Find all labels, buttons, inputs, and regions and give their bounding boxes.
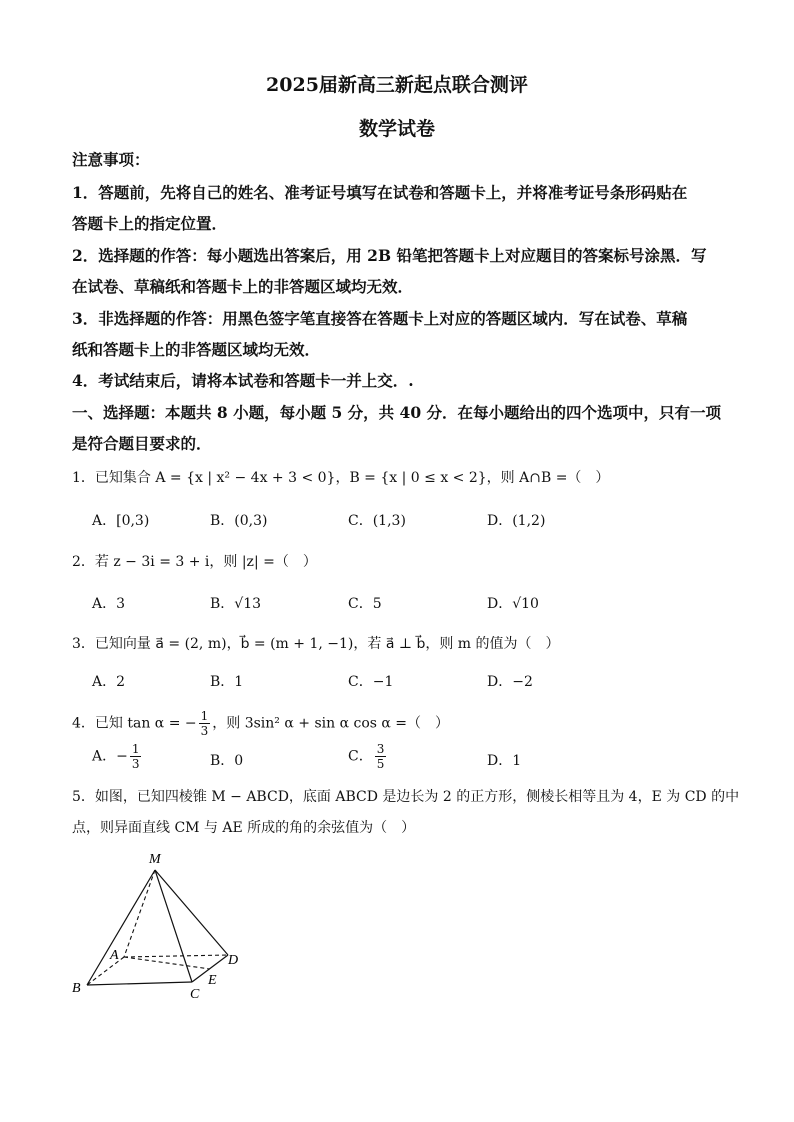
question-3-option-a: A．2 (92, 674, 126, 690)
question-1-option-b: B．(0,3) (210, 513, 268, 529)
question-3-option-b: B．1 (210, 674, 244, 690)
fraction-numerator: 3 (376, 742, 385, 756)
question-1-option-a: A．[0,3) (92, 513, 150, 529)
label-c: C (190, 987, 200, 1002)
question-2-option-b: B．√13 (210, 596, 262, 612)
notice-line: 答题卡上的指定位置． (72, 214, 228, 233)
edge-md (155, 870, 228, 955)
edge-bc (87, 982, 192, 985)
label-e: E (208, 973, 217, 988)
edge-mb (87, 870, 155, 985)
question-4-option-b: B．0 (210, 753, 244, 769)
question-4-option-c (348, 742, 386, 771)
label-m: M (149, 852, 161, 867)
exam-subtitle: 数学试卷 (358, 118, 435, 140)
question-3-stem: 3．已知向量 a⃗ = (2, m)，b⃗ = (m + 1, −1)，若 a⃗ ⊥ b⃗，则 m 的值为（ ） (72, 636, 560, 652)
section-heading: 一、选择题：本题共 8 小题，每小题 5 分，共 40 分．在每小题给出的四个选项中，只有一项 (72, 403, 722, 422)
question-2-option-c: C．5 (348, 596, 382, 612)
option-a-fraction (130, 742, 142, 771)
question-4-stem-post: ，则 3sin² α + sin α cos α =（ ） (212, 715, 450, 732)
option-prefix: C． (348, 748, 373, 765)
question-5-stem-line2: 点，则异面直线 CM 与 AE 所成的角的余弦值为（ ） (72, 820, 416, 836)
question-2-stem: 2．若 z − 3i = 3 + i，则 |z| =（ ） (72, 554, 317, 570)
section-heading-cont: 是符合题目要求的． (72, 434, 212, 453)
notice-line: 3．非选择题的作答：用黑色签字笔直接答在答题卡上对应的答题区域内．写在试卷、草稿 (72, 309, 688, 328)
fraction-denominator: 3 (131, 757, 140, 771)
question-4-option-d: D．1 (487, 753, 522, 769)
fraction-denominator: 5 (376, 757, 385, 771)
label-b: B (72, 981, 81, 996)
exam-title: 2025届新高三新起点联合测评 (266, 74, 528, 96)
question-4-option-a (92, 742, 141, 771)
question-4-fraction (199, 709, 211, 738)
notice-line: 1．答题前，先将自己的姓名、准考证号填写在试卷和答题卡上，并将准考证号条形码贴在 (72, 183, 688, 202)
option-c-fraction (375, 742, 387, 771)
label-a: A (110, 948, 119, 963)
notice-heading: 注意事项： (72, 150, 150, 169)
question-5-stem-line1: 5．如图，已知四棱锥 M − ABCD，底面 ABCD 是边长为 2 的正方形，侧棱长相等且为 4，E 为 CD 的中 (72, 789, 740, 805)
question-4-stem-pre: 4．已知 tan α = − (72, 715, 197, 732)
notice-line: 纸和答题卡上的非答题区域均无效． (72, 340, 321, 359)
question-2-option-d: D．√10 (487, 596, 539, 612)
question-1-option-d: D．(1,2) (487, 513, 546, 529)
question-2-option-a: A．3 (92, 596, 126, 612)
question-1-stem: 1．已知集合 A = {x | x² − 4x + 3 < 0}，B = {x | 0 ≤ x < 2}，则 A∩B =（ ） (72, 470, 610, 486)
question-1-option-c: C．(1,3) (348, 513, 406, 529)
pyramid-figure (60, 845, 260, 1005)
notice-line: 4．考试结束后，请将本试卷和答题卡一并上交．. (72, 371, 414, 390)
label-d: D (228, 953, 239, 968)
fraction-numerator: 1 (131, 742, 140, 756)
edge-mc (155, 870, 192, 982)
fraction-denominator: 3 (200, 724, 209, 738)
notice-line: 2．选择题的作答：每小题选出答案后，用 2B 铅笔把答题卡上对应题目的答案标号涂黑．写 (72, 246, 707, 265)
option-prefix: A．− (92, 748, 128, 765)
edge-ad-hidden (124, 955, 228, 957)
segment-ae-hidden (124, 957, 210, 969)
notice-line: 在试卷、草稿纸和答题卡上的非答题区域均无效． (72, 277, 414, 296)
question-4-stem (72, 709, 449, 738)
question-3-option-c: C．−1 (348, 674, 394, 690)
fraction-numerator: 1 (200, 709, 209, 723)
question-3-option-d: D．−2 (487, 674, 533, 690)
